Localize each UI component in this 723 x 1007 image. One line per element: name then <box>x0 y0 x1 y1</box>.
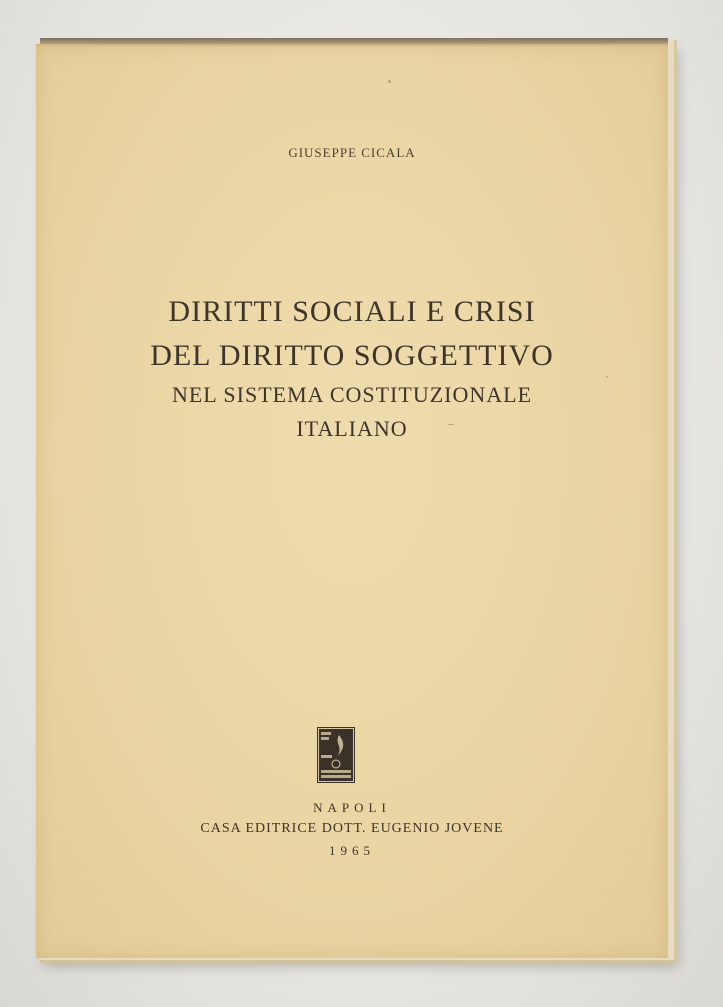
paper-speck <box>388 80 391 83</box>
publisher-block <box>36 798 668 862</box>
paper-speck <box>448 424 454 425</box>
book-title <box>36 290 668 446</box>
publisher-city: NAPOLI <box>313 800 391 815</box>
title-line-1: DIRITTI SOCIALI E CRISI <box>168 295 536 328</box>
title-line-3: NEL SISTEMA COSTITUZIONALE <box>171 382 533 407</box>
title-line-2: DEL DIRITTO SOGGETTIVO <box>150 339 554 372</box>
title-line-4: ITALIANO <box>296 416 408 441</box>
publication-year: 1965 <box>329 843 375 858</box>
publisher-emblem-icon <box>317 727 355 783</box>
book-cover <box>36 44 668 958</box>
publisher-name: CASA EDITRICE DOTT. EUGENIO JOVENE <box>200 821 504 836</box>
author-name: GIUSEPPE CICALA <box>288 145 416 160</box>
paper-speck <box>606 376 608 378</box>
